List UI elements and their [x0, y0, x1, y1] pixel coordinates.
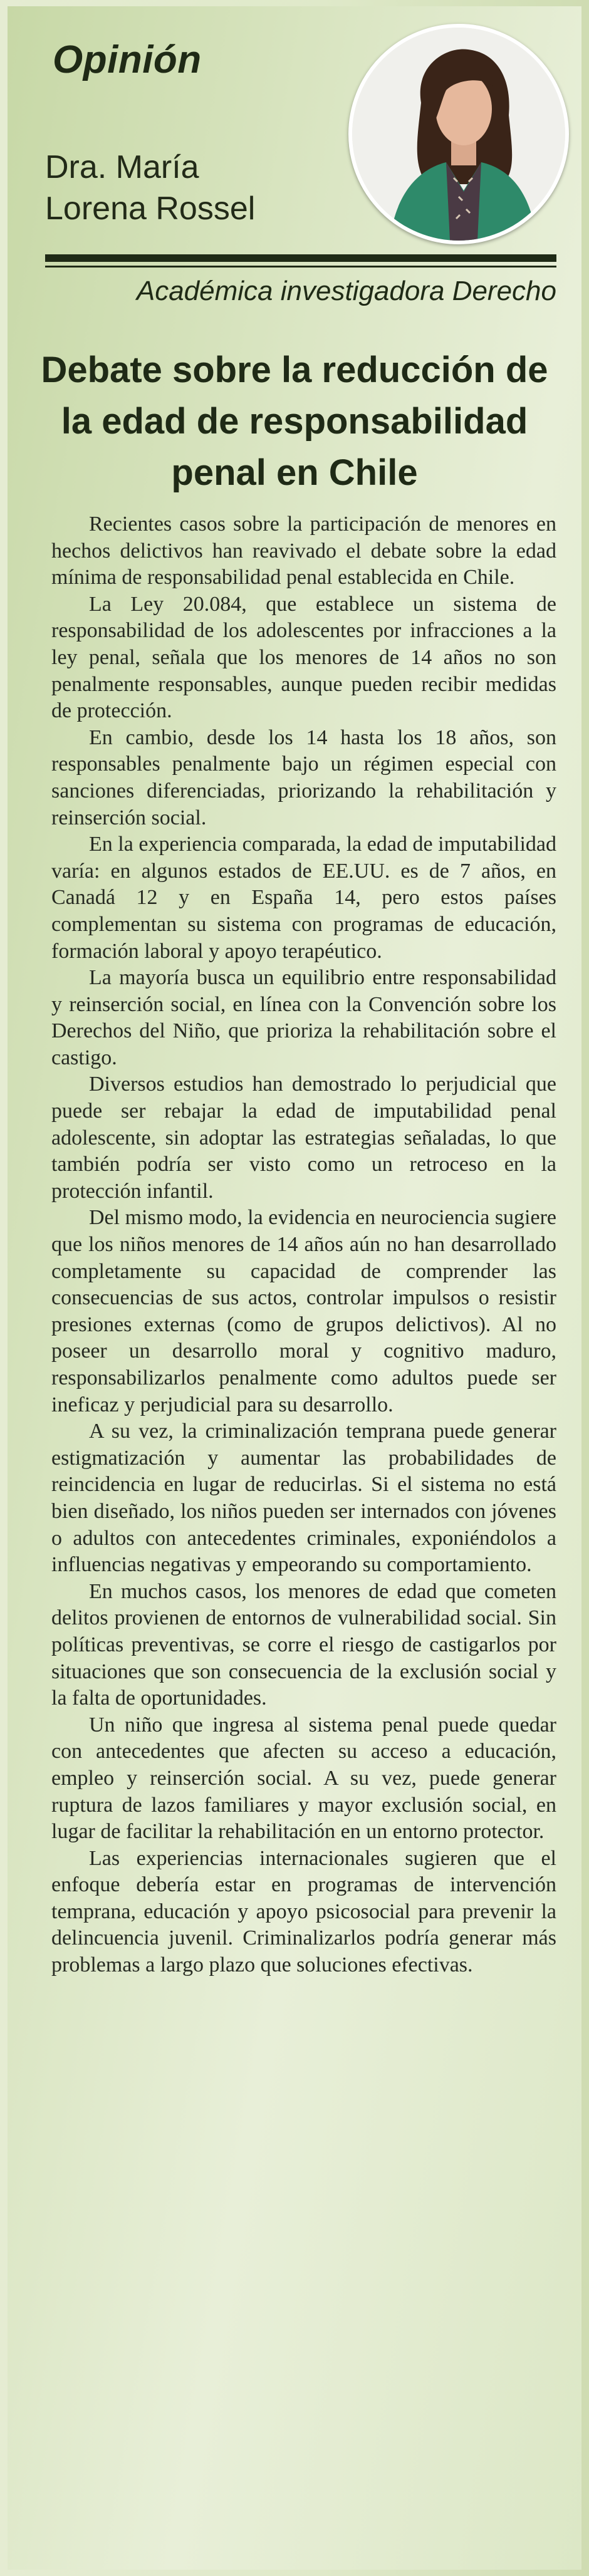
header-divider-thick	[45, 254, 556, 262]
paragraph: A su vez, la criminalización temprana puede generar estigmatización y aumentar las probabilidades de reincidencia en lugar de reducirlas. Si el sistema no está bien diseñado, los niños pueden ser internados con jóvenes o adultos con antecedentes criminales, exponiéndolos a influencias negativas y empeorando su comportamiento.	[51, 1420, 556, 1577]
author-portrait-image	[352, 28, 565, 241]
author-name-line-2: Lorena Rossel	[45, 190, 256, 227]
section-label: Opinión	[53, 38, 202, 81]
paragraph: En muchos casos, los menores de edad que cometen delitos provienen de entornos de vulnerabilidad social. Sin políticas preventivas, se corre el riesgo de castigarlos por situaciones que son consecuencia de la exclusión social y la falta de oportunidades.	[51, 1579, 556, 1710]
paragraph: Recientes casos sobre la participación de menores en hechos delictivos han reavivado el debate sobre la edad mínima de responsabilidad penal establecida en Chile.	[51, 512, 556, 589]
opinion-column	[8, 6, 581, 2570]
paragraph: La Ley 20.084, que establece un sistema de responsabilidad de los adolescentes por infracciones a la ley penal, señala que los menores de 14 años no son penalmente responsables, aunque pueden recibir medidas de protección.	[51, 592, 556, 723]
paragraph: Las experiencias internacionales sugieren que el enfoque debería estar en programas de intervención temprana, educación y apoyo psicosocial para prevenir la delincuencia juvenil. Criminalizarlos podría generar más problemas a largo plazo que soluciones efectivas.	[51, 1846, 556, 1977]
paragraph: Un niño que ingresa al sistema penal puede quedar con antecedentes que afecten su acceso a educación, empleo y reinserción social. A su vez, puede generar ruptura de lazos familiares y mayor exclusión social, en lugar de facilitar la rehabilitación en un entorno protector.	[51, 1713, 556, 1844]
author-portrait	[348, 24, 569, 244]
column-header	[8, 6, 581, 306]
paragraph: En cambio, desde los 14 hasta los 18 años, son responsables penalmente bajo un régimen especial con sanciones diferenciadas, priorizando la rehabilitación y reinserción social.	[51, 725, 556, 829]
author-name-line-1: Dra. María	[45, 149, 199, 185]
paragraph: La mayoría busca un equilibrio entre responsabilidad y reinserción social, en línea con la Convención sobre los Derechos del Niño, que prioriza la rehabilitación sobre el castigo.	[51, 966, 556, 1069]
header-divider-thin	[45, 266, 556, 267]
article-body	[51, 511, 556, 1979]
paragraph: En la experiencia comparada, la edad de imputabilidad varía: en algunos estados de EE.UU. es de 7 años, en Canadá 12 y en España 14, pero estos países complementan su sistema con programas de educación, formación laboral y apoyo terapéutico.	[51, 833, 556, 963]
author-role: Académica investigadora Derecho	[136, 276, 556, 306]
author-name	[45, 147, 308, 229]
paragraph: Del mismo modo, la evidencia en neurociencia sugiere que los niños menores de 14 años aún no han desarrollado completamente su capacidad de comprender las consecuencias de sus actos, controlar impulsos o resistir presiones externas (como de grupos delictivos). Al no poseer un desarrollo moral y cognitivo maduro, responsabilizarlos penalmente como adultos puede ser ineficaz y perjudicial para su desarrollo.	[51, 1206, 556, 1416]
article-title: Debate sobre la reducción de la edad de responsabilidad penal en Chile	[41, 350, 548, 493]
paragraph: Diversos estudios han demostrado lo perjudicial que puede ser rebajar la edad de imputabilidad penal adolescente, sin adoptar las estrategias señaladas, lo que también podría ser visto como un retroceso en la protección infantil.	[51, 1072, 556, 1203]
